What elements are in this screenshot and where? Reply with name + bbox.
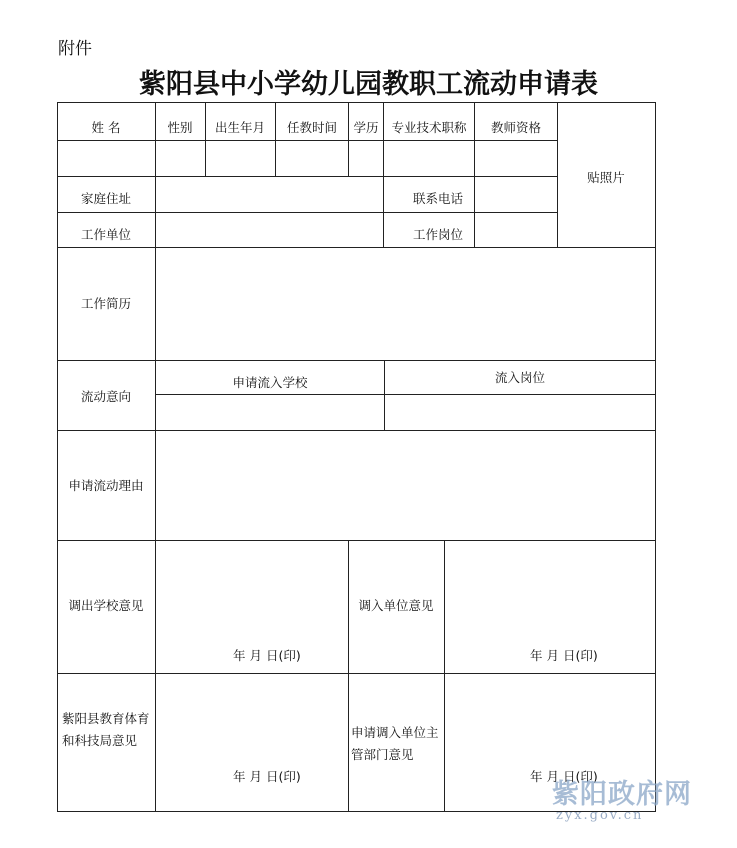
- out-school-opinion-label: 调出学校意见: [68, 598, 144, 613]
- in-unit-opinion-label: 调入单位意见: [358, 598, 434, 613]
- target-school-label: 申请流入学校: [232, 375, 308, 390]
- phone-label: 联系电话: [412, 191, 464, 206]
- out-school-date-seal: 年 月 日(印): [233, 648, 301, 663]
- work-post-label: 工作岗位: [412, 227, 464, 242]
- col-header-gender: 性别: [167, 120, 193, 135]
- site-watermark-domain: zyx.gov.cn: [556, 808, 644, 823]
- in-unit-dept-opinion-label: 申请调入单位主管部门意见: [351, 725, 439, 762]
- col-header-name: 姓 名: [91, 120, 121, 135]
- target-post-label: 流入岗位: [494, 370, 546, 385]
- bureau-date-seal: 年 月 日(印): [233, 769, 301, 784]
- attachment-label: 附件: [58, 39, 92, 59]
- work-unit-label: 工作单位: [80, 227, 132, 242]
- in-unit-date-seal: 年 月 日(印): [530, 648, 598, 663]
- in-unit-dept-date-seal: 年 月 日(印): [530, 769, 598, 784]
- col-header-professional-title: 专业技术职称: [391, 120, 467, 135]
- col-header-teacher-qualification: 教师资格: [490, 120, 542, 135]
- col-header-education: 学历: [353, 120, 379, 135]
- flow-intent-label: 流动意向: [80, 389, 132, 404]
- work-resume-label: 工作简历: [80, 296, 132, 311]
- home-address-label: 家庭住址: [80, 191, 132, 206]
- bureau-opinion-label: 紫阳县教育体育和科技局意见: [62, 711, 150, 748]
- site-watermark-logo: 紫阳政府网: [552, 779, 692, 810]
- flow-reason-label: 申请流动理由: [68, 478, 144, 493]
- photo-placeholder: 贴照片: [587, 170, 625, 185]
- col-header-teaching-time: 任教时间: [286, 120, 338, 135]
- col-header-birth: 出生年月: [214, 120, 266, 135]
- form-title: 紫阳县中小学幼儿园教职工流动申请表: [139, 69, 598, 100]
